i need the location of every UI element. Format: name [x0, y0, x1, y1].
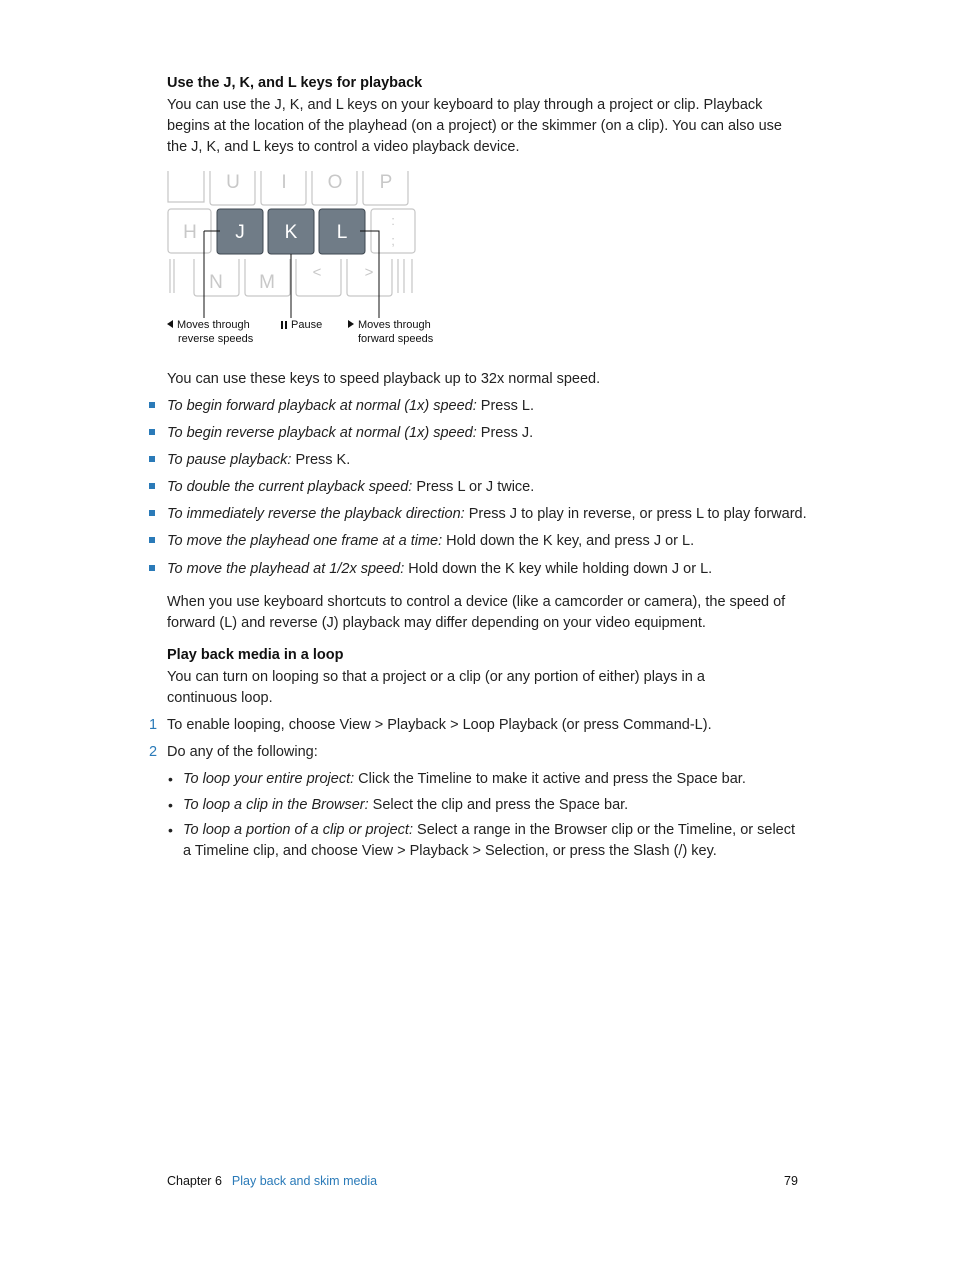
list-item: To loop a clip in the Browser: Select the clip and press the Space bar.: [183, 797, 629, 813]
key-j: J: [235, 222, 245, 243]
step-number: 2: [149, 744, 158, 760]
bullet-dot-icon: •: [168, 771, 173, 787]
caption-pause: Pause: [281, 318, 322, 332]
list-item: To pause playback: Press K.: [149, 450, 350, 471]
list-item: To begin forward playback at normal (1x) speed: Press L.: [149, 396, 534, 417]
key-k: K: [284, 222, 298, 243]
list-item: To loop a portion of a clip or project: Select a range in the Browser clip or the Timeline, or select a Timeline clip, and choose View > Playback > Selection, or press the Slash (/) key.: [183, 822, 796, 859]
list-item: To double the current playback speed: Press L or J twice.: [149, 477, 534, 498]
bullet-square-icon: [149, 429, 155, 435]
key-colon: :: [391, 213, 395, 228]
caption-reverse: Moves through reverse speeds: [167, 318, 253, 346]
list-item: To begin reverse playback at normal (1x) speed: Press J.: [149, 423, 533, 444]
key-p: P: [379, 172, 393, 193]
chapter-title-link[interactable]: Play back and skim media: [231, 1174, 378, 1188]
key-semicolon: ;: [391, 233, 395, 248]
bullet-square-icon: [149, 510, 155, 516]
key-i: I: [281, 172, 287, 193]
key-n: N: [209, 272, 223, 293]
step-text: To enable looping, choose View > Playback > Loop Playback (or press Command-L).: [167, 717, 712, 733]
pause-icon: [281, 321, 283, 329]
bullet-square-icon: [149, 456, 155, 462]
key-l: L: [336, 222, 348, 243]
list-item: To immediately reverse the playback direction: Press J to play in reverse, or press L to play forward.: [149, 504, 807, 525]
list-item: To move the playhead at 1/2x speed: Hold down the K key while holding down J or L.: [149, 559, 712, 580]
step-text: Do any of the following:: [167, 744, 318, 760]
section-heading-loop: Play back media in a loop: [167, 647, 344, 663]
section-heading-jkl: Use the J, K, and L keys for playback: [167, 75, 423, 91]
step-number: 1: [149, 717, 158, 733]
reverse-arrow-icon: [167, 320, 173, 328]
speed-note: You can use these keys to speed playback up to 32x normal speed.: [167, 371, 601, 387]
key-m: M: [259, 272, 275, 293]
list-item: To loop your entire project: Click the Timeline to make it active and press the Space bar.: [183, 771, 746, 787]
bullet-dot-icon: •: [168, 822, 173, 838]
section-intro-jkl: You can use the J, K, and L keys on your keyboard to play through a project or clip. Playback begins at the location of the playhead (on a project) or the skimmer (on a clip). You can also use the J, K, and L keys to control a video playback device.: [167, 97, 782, 155]
forward-arrow-icon: [348, 320, 354, 328]
caption-forward: Moves through forward speeds: [348, 318, 433, 346]
key-u: U: [226, 172, 240, 193]
bullet-square-icon: [149, 402, 155, 408]
list-item: To move the playhead one frame at a time: Hold down the K key, and press J or L.: [149, 531, 694, 552]
footer-chapter: Chapter 6 Play back and skim media: [167, 1174, 378, 1188]
bullet-dot-icon: •: [168, 797, 173, 813]
key-greater-than: >: [364, 264, 374, 281]
key-o: O: [327, 172, 343, 193]
bullet-square-icon: [149, 565, 155, 571]
section-intro-loop: You can turn on looping so that a project or a clip (or any portion of either) plays in a continuous loop.: [167, 669, 705, 706]
key-less-than: <: [312, 264, 322, 281]
bullet-square-icon: [149, 483, 155, 489]
key-h: H: [183, 222, 197, 243]
page-number: 79: [784, 1174, 798, 1188]
device-note: When you use keyboard shortcuts to control a device (like a camcorder or camera), the speed of forward (L) and reverse (J) playback may differ depending on your video equipment.: [167, 594, 786, 631]
bullet-square-icon: [149, 537, 155, 543]
